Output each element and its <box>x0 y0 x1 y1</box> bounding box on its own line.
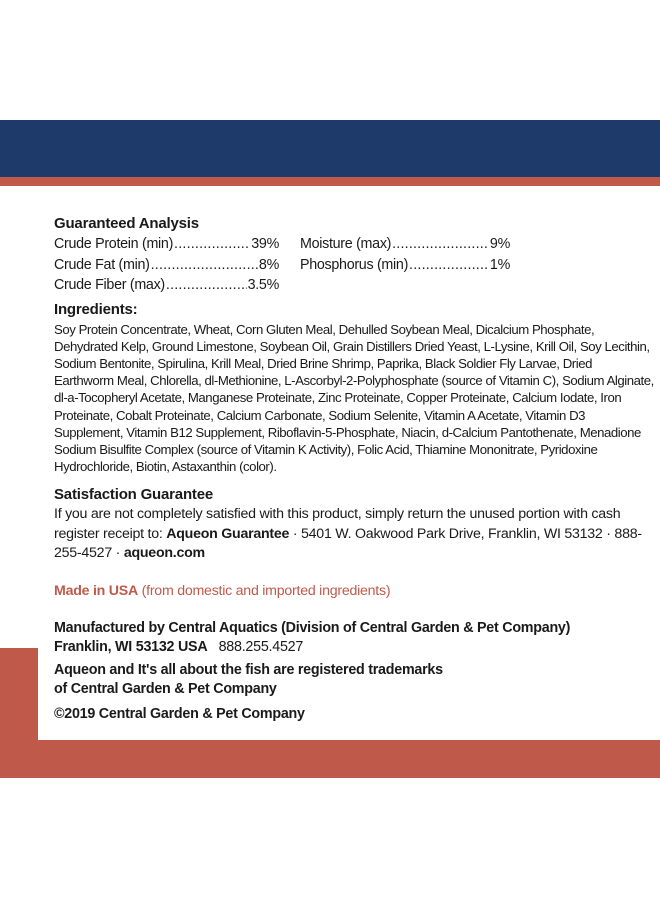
header-band <box>0 120 660 177</box>
guarantee-address: · 5401 W. Oakwood Park Drive, Franklin, WI 53132 · 888-255-4527 · <box>54 525 642 562</box>
analysis-row <box>54 255 279 276</box>
guarantee-heading: Satisfaction Guarantee <box>54 486 213 504</box>
leader-dots <box>174 234 250 255</box>
trademark-line: of Central Garden & Pet Company <box>54 680 277 697</box>
manufacturer-address <box>54 638 654 657</box>
analysis-label: Phosphorus (min) <box>300 256 409 273</box>
ingredients-list: Soy Protein Concentrate, Wheat, Corn Gluten Meal, Dehulled Soybean Meal, Dicalcium Phosphate, Dehydrated Kelp, Ground Limestone, Soybean Oil, Grain Distillers Dried Yeast, L-Lysine, Krill Oil, Soy Lecithin, Sodium Bentonite, Spirulina, Krill Meal, Dried Brine Shrimp, Paprika, Black Soldier Fly Larvae, Dried Earthworm Meal, Chlorella, dl-Methionine, L-Ascorbyl-2-Polyphosphate (source of Vitamin C), Sodium Alginate, dl-a-Tocopheryl Acetate, Manganese Proteinate, Zinc Proteinate, Copper Proteinate, Calcium Iodate, Iron Proteinate, Cobalt Proteinate, Calcium Carbonate, Sodium Selenite, Vitamin A Acetate, Vitamin D3 Supplement, Vitamin B12 Supplement, Riboflavin-5-Phosphate, Niacin, d-Calcium Pantothenate, Menadione Sodium Bisulfite Complex (source of Vitamin K Activity), Folic Acid, Thiamine Mononitrate, Pyridoxine Hydrochloride, Biotin, Astaxanthin (color). <box>54 321 654 475</box>
made-in-label: Made in USA <box>54 582 138 599</box>
website-link[interactable]: aqueon.com <box>123 545 205 562</box>
analysis-heading: Guaranteed Analysis <box>54 215 199 232</box>
guarantee-text <box>54 505 654 564</box>
analysis-value: 3.5% <box>247 277 279 293</box>
analysis-value: 9% <box>489 236 510 252</box>
leader-dots <box>151 255 258 276</box>
manufacturer-line: Manufactured by Central Aquatics (Division of Central Garden & Pet Company) <box>54 619 571 636</box>
manufacturer-info <box>54 619 654 657</box>
analysis-row <box>54 234 279 255</box>
analysis-column-right <box>300 234 510 296</box>
made-in-usa <box>54 581 654 601</box>
analysis-label: Moisture (max) <box>300 236 392 252</box>
trademark-notice <box>54 661 654 699</box>
footer-band <box>0 740 660 778</box>
trademark-line: Aqueon and It's all about the fish are registered trademarks <box>54 661 443 678</box>
analysis-value: 8% <box>258 256 279 273</box>
leader-dots <box>409 255 489 276</box>
leader-dots <box>166 275 247 296</box>
manufacturer-country: USA <box>177 638 208 655</box>
analysis-value: 1% <box>489 256 510 273</box>
side-accent-block <box>0 648 38 740</box>
guarantee-company: Aqueon Guarantee <box>166 525 290 542</box>
header-accent-stripe <box>0 177 660 186</box>
guaranteed-analysis-table <box>54 234 654 296</box>
manufacturer-phone: 888.255.4527 <box>207 638 304 655</box>
analysis-label: Crude Protein (min) <box>54 236 174 252</box>
analysis-row <box>54 275 279 296</box>
analysis-column-left <box>54 234 279 296</box>
guarantee-lead: If you are not completely satisfied with this product, simply return the unused portion with cash register receipt to: <box>54 506 621 542</box>
analysis-row <box>300 234 510 255</box>
analysis-row <box>300 255 510 276</box>
made-in-note: (from domestic and imported ingredients) <box>137 582 391 599</box>
analysis-label: Crude Fat (min) <box>54 256 150 273</box>
analysis-value: 39% <box>251 236 279 252</box>
ingredients-heading: Ingredients: <box>54 300 138 318</box>
copyright-notice: ©2019 Central Garden & Pet Company <box>54 705 305 722</box>
manufacturer-city: Franklin, WI 53132 <box>54 638 178 655</box>
analysis-label: Crude Fiber (max) <box>54 277 165 293</box>
leader-dots <box>392 234 489 255</box>
label-content <box>54 214 654 724</box>
